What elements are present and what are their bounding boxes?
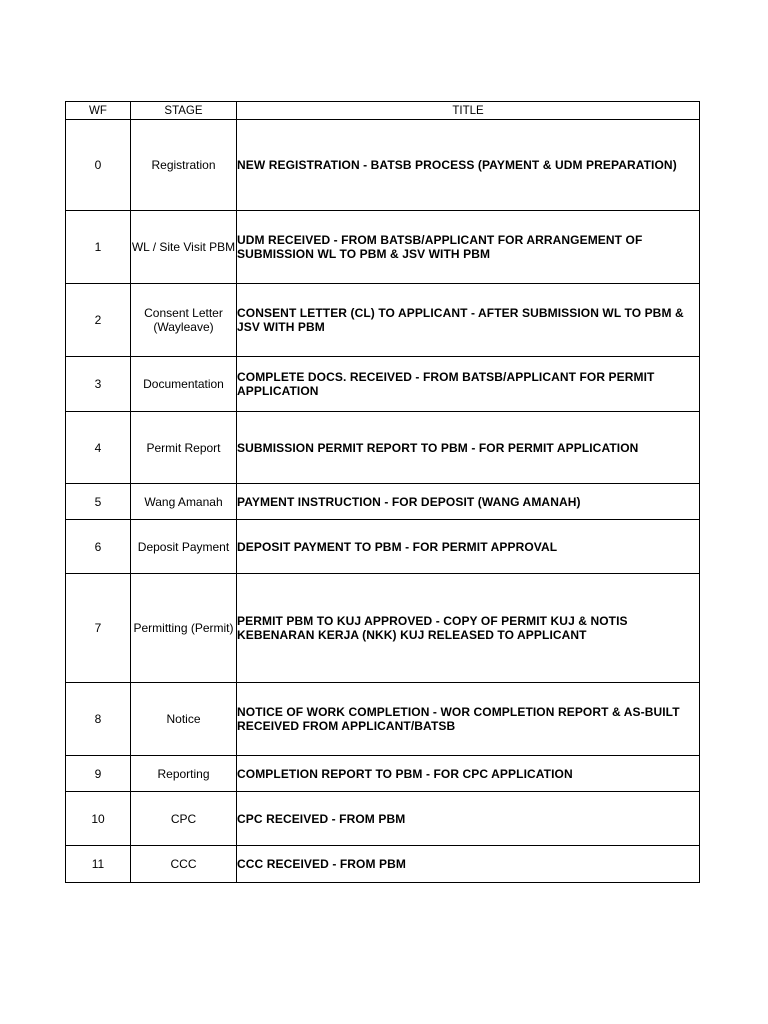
table-row bbox=[66, 683, 700, 756]
stage-cell: Registration bbox=[131, 120, 237, 211]
wf-cell: 9 bbox=[66, 756, 131, 792]
header-stage: STAGE bbox=[131, 102, 237, 120]
title-cell: CPC RECEIVED - FROM PBM bbox=[237, 792, 700, 846]
stage-cell: CPC bbox=[131, 792, 237, 846]
title-cell: NOTICE OF WORK COMPLETION - WOR COMPLETION REPORT & AS-BUILT RECEIVED FROM APPLICANT/BATSB bbox=[237, 683, 700, 756]
stage-cell: Notice bbox=[131, 683, 237, 756]
table-row bbox=[66, 756, 700, 792]
wf-cell: 10 bbox=[66, 792, 131, 846]
wf-cell: 1 bbox=[66, 211, 131, 284]
title-cell: NEW REGISTRATION - BATSB PROCESS (PAYMENT & UDM PREPARATION) bbox=[237, 120, 700, 211]
stage-cell: CCC bbox=[131, 846, 237, 883]
title-cell: SUBMISSION PERMIT REPORT TO PBM - FOR PERMIT APPLICATION bbox=[237, 412, 700, 484]
stage-cell: Reporting bbox=[131, 756, 237, 792]
wf-cell: 7 bbox=[66, 574, 131, 683]
table-row bbox=[66, 357, 700, 412]
title-cell: DEPOSIT PAYMENT TO PBM - FOR PERMIT APPROVAL bbox=[237, 520, 700, 574]
header-title: TITLE bbox=[237, 102, 700, 120]
stage-cell: Consent Letter (Wayleave) bbox=[131, 284, 237, 357]
title-cell: CONSENT LETTER (CL) TO APPLICANT - AFTER SUBMISSION WL TO PBM & JSV WITH PBM bbox=[237, 284, 700, 357]
workflow-table bbox=[65, 101, 700, 883]
stage-cell: Wang Amanah bbox=[131, 484, 237, 520]
wf-cell: 3 bbox=[66, 357, 131, 412]
table-row bbox=[66, 211, 700, 284]
wf-cell: 11 bbox=[66, 846, 131, 883]
stage-cell: Deposit Payment bbox=[131, 520, 237, 574]
wf-cell: 6 bbox=[66, 520, 131, 574]
header-row bbox=[66, 102, 700, 120]
table-row bbox=[66, 792, 700, 846]
title-cell: PAYMENT INSTRUCTION - FOR DEPOSIT (WANG AMANAH) bbox=[237, 484, 700, 520]
table-row bbox=[66, 412, 700, 484]
title-cell: COMPLETE DOCS. RECEIVED - FROM BATSB/APPLICANT FOR PERMIT APPLICATION bbox=[237, 357, 700, 412]
workflow-sheet bbox=[65, 101, 699, 883]
title-cell: PERMIT PBM TO KUJ APPROVED - COPY OF PERMIT KUJ & NOTIS KEBENARAN KERJA (NKK) KUJ RELEASED TO APPLICANT bbox=[237, 574, 700, 683]
stage-cell: WL / Site Visit PBM bbox=[131, 211, 237, 284]
stage-cell: Permitting (Permit) bbox=[131, 574, 237, 683]
table-row bbox=[66, 574, 700, 683]
table-row bbox=[66, 284, 700, 357]
stage-cell: Documentation bbox=[131, 357, 237, 412]
table-row bbox=[66, 484, 700, 520]
wf-cell: 5 bbox=[66, 484, 131, 520]
table-row bbox=[66, 120, 700, 211]
wf-cell: 8 bbox=[66, 683, 131, 756]
header-wf: WF bbox=[66, 102, 131, 120]
stage-cell: Permit Report bbox=[131, 412, 237, 484]
title-cell: COMPLETION REPORT TO PBM - FOR CPC APPLICATION bbox=[237, 756, 700, 792]
title-cell: CCC RECEIVED - FROM PBM bbox=[237, 846, 700, 883]
wf-cell: 0 bbox=[66, 120, 131, 211]
wf-cell: 2 bbox=[66, 284, 131, 357]
wf-cell: 4 bbox=[66, 412, 131, 484]
table-row bbox=[66, 520, 700, 574]
title-cell: UDM RECEIVED - FROM BATSB/APPLICANT FOR ARRANGEMENT OF SUBMISSION WL TO PBM & JSV WITH PBM bbox=[237, 211, 700, 284]
table-row bbox=[66, 846, 700, 883]
